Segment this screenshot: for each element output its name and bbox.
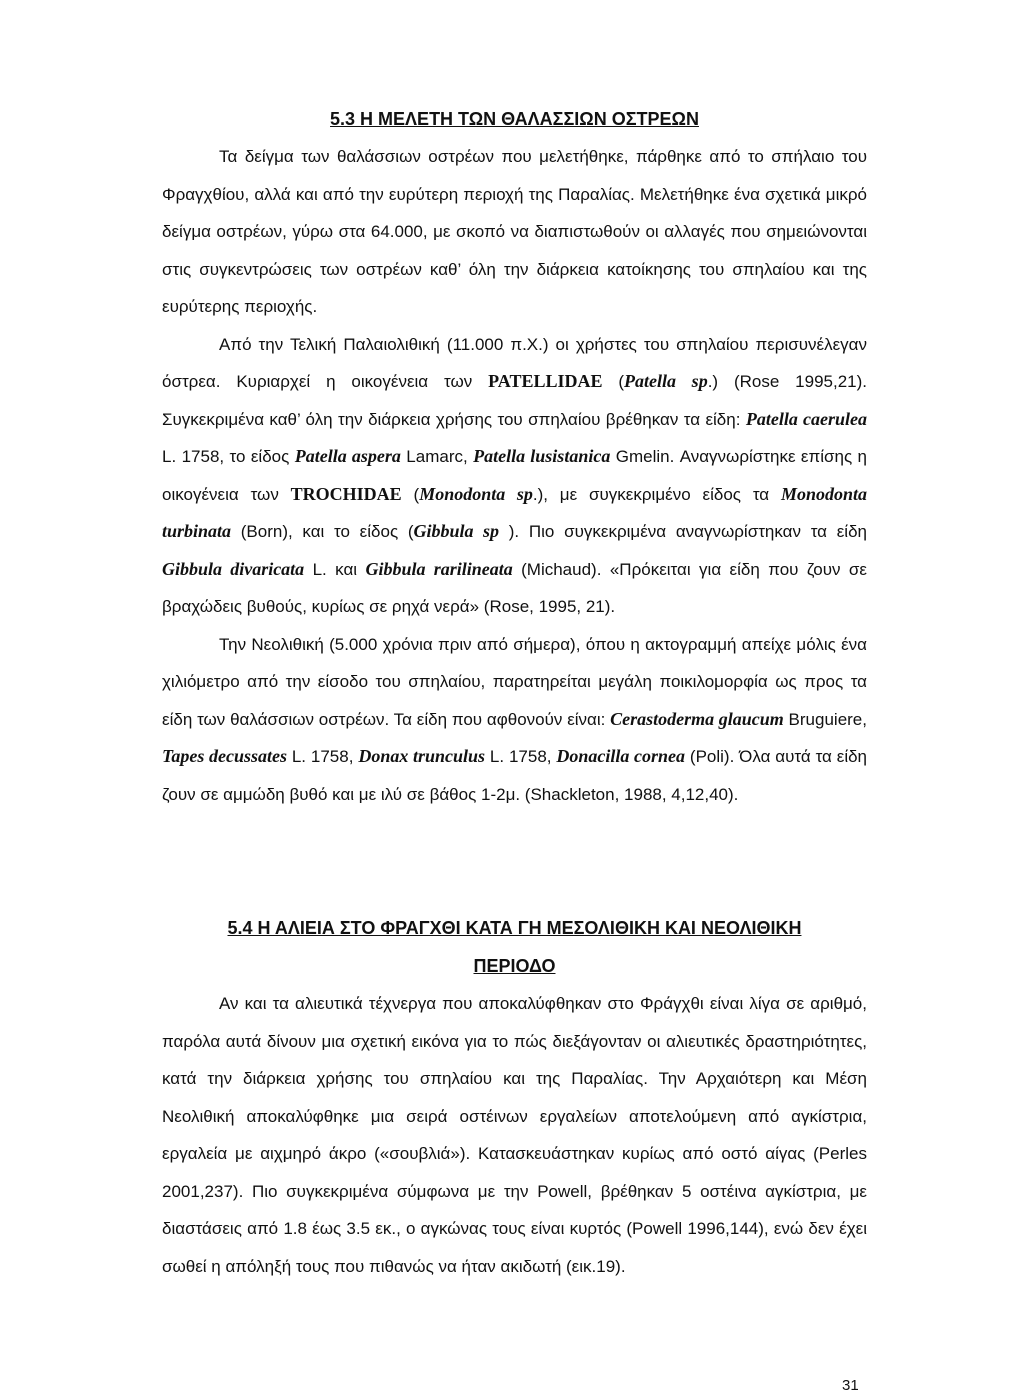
text-run: (Poli). Όλα αυτά τα είδη ζουν σε αμμώδη βυθό και με ιλύ σε βάθος 1-2μ. (Shackleton, 1988, 4,12,40). [162, 747, 868, 804]
text-run: Την Νεολιθική (5.000 χρόνια πριν από σήμερα), όπου η ακτογραμμή απείχε μόλις ένα χιλιόμετρο από την είσοδο του σπηλαίου, παρατηρείται μεγάλη ποικιλομορφία ως προς τα είδη των θαλάσσιων οστρέων. Τα είδη που αφθονούν είναι: [162, 634, 867, 729]
species-name: Patella aspera [294, 446, 401, 466]
species-name: Patella caerulea [745, 408, 867, 429]
section-5-3-heading: 5.3 Η ΜΕΛΕΤΗ ΤΩΝ ΘΑΛΑΣΣΙΩΝ ΟΣΤΡΕΩΝ [330, 109, 699, 129]
species-name: Patella lusistanica [473, 446, 611, 466]
paragraph-oyster-sample: Τα δείγμα των θαλάσσιων οστρέων που μελετήθηκε, πάρθηκε από το σπήλαιο του Φραγχθίου, αλλά και από την ευρύτερη περιοχή της Παραλίας. Μελετήθηκε ένα σχετικά μικρό δείγμα οστρέων, γύρω στα 64.000, με σκοπό να διαπιστωθούν οι αλλαγές που σημειώνονται στις συγκεντρώσεις των οστρέων καθ’ όλη την διάρκεια κατοίκησης του σπηλαίου και της ευρύτερης περιοχής. [162, 147, 867, 316]
text-run: Lamarc, [400, 447, 474, 466]
text-run: L. και [304, 559, 366, 579]
text-run: L. 1758, το είδος [162, 447, 295, 466]
page-number: 31 [842, 1377, 859, 1394]
section-5-4-heading [162, 909, 867, 985]
text-run: ). Πιο συγκεκριμένα αναγνωρίστηκαν τα είδη [499, 522, 867, 541]
section-spacer [162, 813, 867, 909]
text-run: .), με συγκεκριμένο είδος τα [532, 484, 781, 504]
species-name: Gibbula rarilineata [365, 558, 513, 579]
text-run: (Michaud). «Πρόκειται για είδη που ζουν σε βραχώδεις βυθούς, κυρίως σε ρηχά νερά» (Rose, 1995, 21). [162, 559, 867, 616]
species-name: Patella sp [624, 371, 708, 391]
paragraph-late-palaeolithic [162, 326, 867, 626]
heading-line: ΠΕΡΙΟΔΟ [473, 956, 556, 976]
species-name: Cerastoderma glaucum [610, 708, 784, 729]
species-name: Gibbula sp [413, 521, 500, 541]
heading-line: 5.4 Η ΑΛΙΕΙΑ ΣΤΟ ΦΡΑΓΧΘΙ ΚΑΤΑ ΓΗ ΜΕΣΟΛΙΘΙΚΗ ΚΑΙ ΝΕΟΛΙΘΙΚΗ [227, 918, 802, 938]
species-name: Gibbula divaricata [162, 558, 305, 579]
text-run: ( [401, 484, 420, 504]
text-run: ( [602, 372, 625, 391]
paragraph-fishing-tools: Αν και τα αλιευτικά τέχνεργα που αποκαλύφθηκαν στο Φράγχθι είναι λίγα σε αριθμό, παρόλα αυτά δίνουν μια σχετική εικόνα για το πώς διεξάγονταν οι αλιευτικές δραστηριότητες, κατά την διάρκεια χρήσης του σπηλαίου και της Παραλίας. Την Αρχαιότερη και Μέση Νεολιθική αποκαλύφθηκε μια σειρά οστέινων εργαλείων αποτελούμενη από αγκίστρια, εργαλεία με αιχμηρό άκρο («σουβλιά»). Κατασκευάστηκαν κυρίως από οστό αίγας (Perles 2001,237). Πιο συγκεκριμένα σύμφωνα με την Powell, βρέθηκαν 5 οστέινα αγκίστρια, με διαστάσεις από 1.8 έως 3.5 εκ., ο αγκώνας τους είναι κυρτός (Powell 1996,144), ενώ δεν έχει σωθεί η απόληξή τους που πιθανώς να ήταν ακιδωτή (εικ.19). [162, 994, 867, 1276]
species-name: Monodonta sp [419, 483, 533, 504]
text-run: Bruguiere, [783, 709, 867, 729]
text-run: .) (Rose 1995,21). Συγκεκριμένα καθ’ όλη την διάρκεια χρήσης του σπηλαίου βρέθηκαν τα είδη: [162, 372, 868, 429]
species-name: Donacilla cornea [556, 746, 686, 766]
text-run: L. 1758, [286, 747, 359, 766]
family-name-trochidae: TROCHIDAE [290, 483, 402, 504]
species-name: Donax trunculus [358, 746, 486, 766]
paragraph-neolithic [162, 626, 867, 814]
text-run: Από την Τελική Παλαιολιθική (11.000 π.Χ.) οι χρήστες του σπηλαίου περισυνέλεγαν όστρεα. Κυριαρχεί η οικογένεια των [162, 334, 867, 391]
species-name: Tapes decussates [162, 746, 287, 766]
species-name: Monodonta turbinata [162, 483, 867, 541]
text-run: L. 1758, [485, 747, 557, 766]
text-run: Gmelin. Αναγνωρίστηκε επίσης η οικογένεια των [162, 447, 868, 504]
text-run: (Born), και το είδος ( [231, 522, 414, 541]
document-page [162, 100, 867, 1285]
family-name-patellidae: PATELLIDAE [488, 371, 603, 391]
